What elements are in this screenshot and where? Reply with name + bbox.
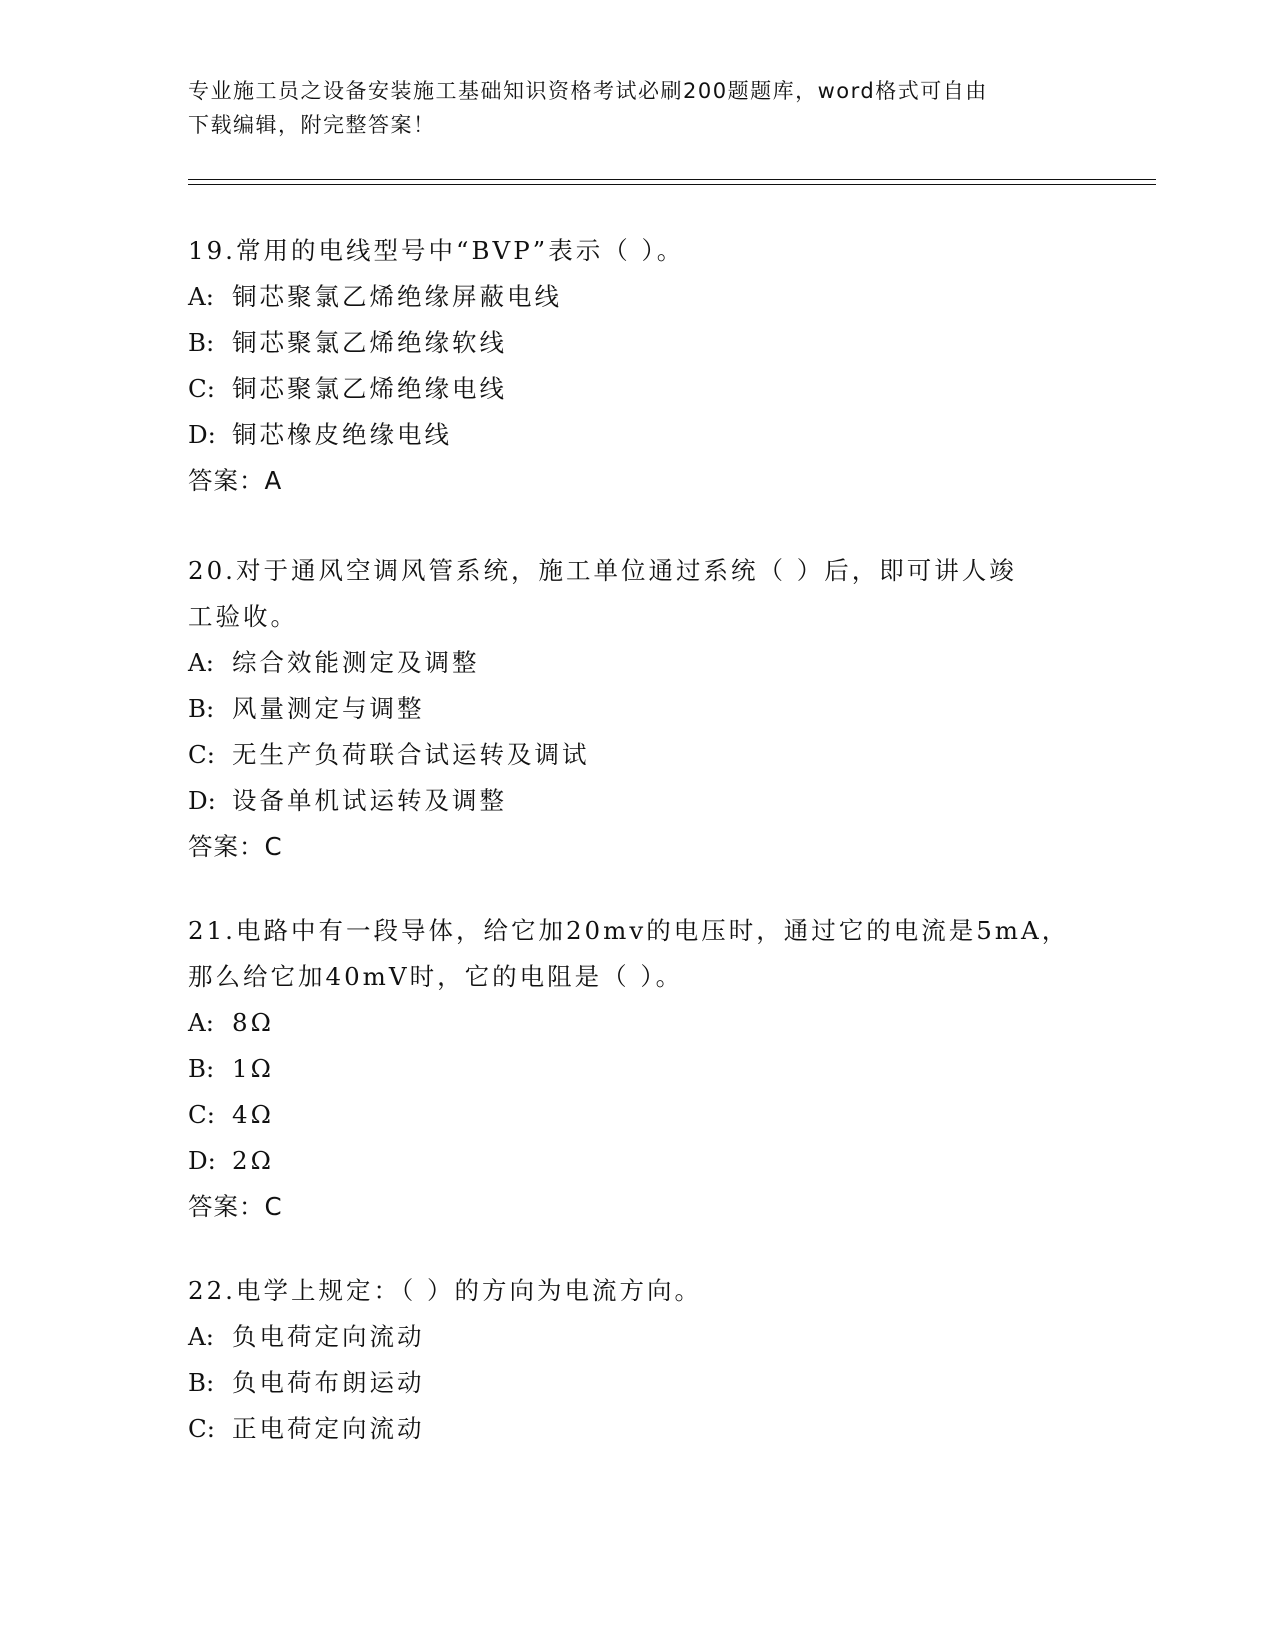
header-line-1: 专业施工员之设备安装施工基础知识资格考试必刷200题题库，word格式可自由 (188, 79, 988, 103)
question-22 (188, 1268, 1088, 1452)
option-letter: C: (188, 740, 216, 769)
option-letter: C: (188, 1100, 216, 1129)
header-divider-bottom (188, 184, 1156, 185)
question-number: 20. (188, 556, 236, 585)
answer-line (188, 458, 1088, 504)
question-number: 19. (188, 236, 236, 265)
question-text-line-2: 工验收。 (188, 602, 298, 631)
question-text-line-1: 对于通风空调风管系统，施工单位通过系统（ ）后，即可讲人竣 (235, 556, 1017, 585)
option-d (188, 1138, 1088, 1184)
option-text: 无生产负荷联合试运转及调试 (232, 740, 590, 769)
option-d (188, 412, 1088, 458)
question-text-line-1: 电学上规定：（ ）的方向为电流方向。 (235, 1276, 703, 1305)
question-text-line-1: 电路中有一段导体，给它加20mv的电压时，通过它的电流是5mA， (235, 916, 1070, 945)
header-divider-top (188, 179, 1156, 180)
option-letter: D: (188, 1146, 216, 1175)
answer-label: 答案： (188, 466, 265, 495)
option-b (188, 320, 1088, 366)
answer-value: C (264, 832, 283, 861)
question-text-line-2: 那么给它加40mV时，它的电阻是（ ）。 (188, 962, 684, 991)
question-stem (188, 1268, 1088, 1314)
option-b (188, 1360, 1088, 1406)
option-b (188, 686, 1088, 732)
question-number: 21. (188, 916, 236, 945)
option-text: 设备单机试运转及调整 (232, 786, 507, 815)
question-stem (188, 548, 1088, 594)
question-text-line-1: 常用的电线型号中“BVP”表示（ ）。 (235, 236, 685, 265)
question-stem (188, 228, 1088, 274)
question-number: 22. (188, 1276, 236, 1305)
option-b (188, 1046, 1088, 1092)
option-d (188, 778, 1088, 824)
option-letter: D: (188, 420, 216, 449)
option-text: 风量测定与调整 (232, 694, 425, 723)
option-letter: A: (188, 282, 214, 311)
option-text: 铜芯聚氯乙烯绝缘电线 (232, 374, 507, 403)
option-text: 铜芯橡皮绝缘电线 (232, 420, 452, 449)
option-c (188, 732, 1088, 778)
option-letter: C: (188, 1414, 216, 1443)
option-c (188, 1406, 1088, 1452)
option-text: 8Ω (232, 1008, 274, 1037)
option-letter: A: (188, 648, 214, 677)
header-line-2: 下载编辑，附完整答案！ (188, 113, 436, 137)
answer-label: 答案： (188, 832, 265, 861)
option-letter: B: (188, 694, 215, 723)
document-header (188, 74, 1088, 142)
question-20 (188, 548, 1088, 870)
question-19 (188, 228, 1088, 504)
option-text: 负电荷定向流动 (232, 1322, 425, 1351)
answer-line (188, 824, 1088, 870)
option-text: 2Ω (232, 1146, 274, 1175)
option-text: 铜芯聚氯乙烯绝缘软线 (232, 328, 507, 357)
option-text: 4Ω (232, 1100, 274, 1129)
option-letter: C: (188, 374, 216, 403)
option-letter: D: (188, 786, 216, 815)
option-c (188, 366, 1088, 412)
option-letter: A: (188, 1008, 214, 1037)
option-a (188, 274, 1088, 320)
answer-value: C (264, 1192, 283, 1221)
option-letter: A: (188, 1322, 214, 1351)
option-text: 综合效能测定及调整 (232, 648, 480, 677)
option-letter: B: (188, 328, 215, 357)
option-text: 负电荷布朗运动 (232, 1368, 425, 1397)
option-text: 铜芯聚氯乙烯绝缘屏蔽电线 (232, 282, 562, 311)
option-text: 1Ω (232, 1054, 274, 1083)
option-letter: B: (188, 1054, 215, 1083)
option-c (188, 1092, 1088, 1138)
option-a (188, 640, 1088, 686)
answer-label: 答案： (188, 1192, 265, 1221)
option-a (188, 1000, 1088, 1046)
option-letter: B: (188, 1368, 215, 1397)
option-a (188, 1314, 1088, 1360)
answer-line (188, 1184, 1088, 1230)
question-stem (188, 908, 1088, 954)
question-21 (188, 908, 1088, 1230)
option-text: 正电荷定向流动 (232, 1414, 425, 1443)
answer-value: A (264, 466, 283, 495)
